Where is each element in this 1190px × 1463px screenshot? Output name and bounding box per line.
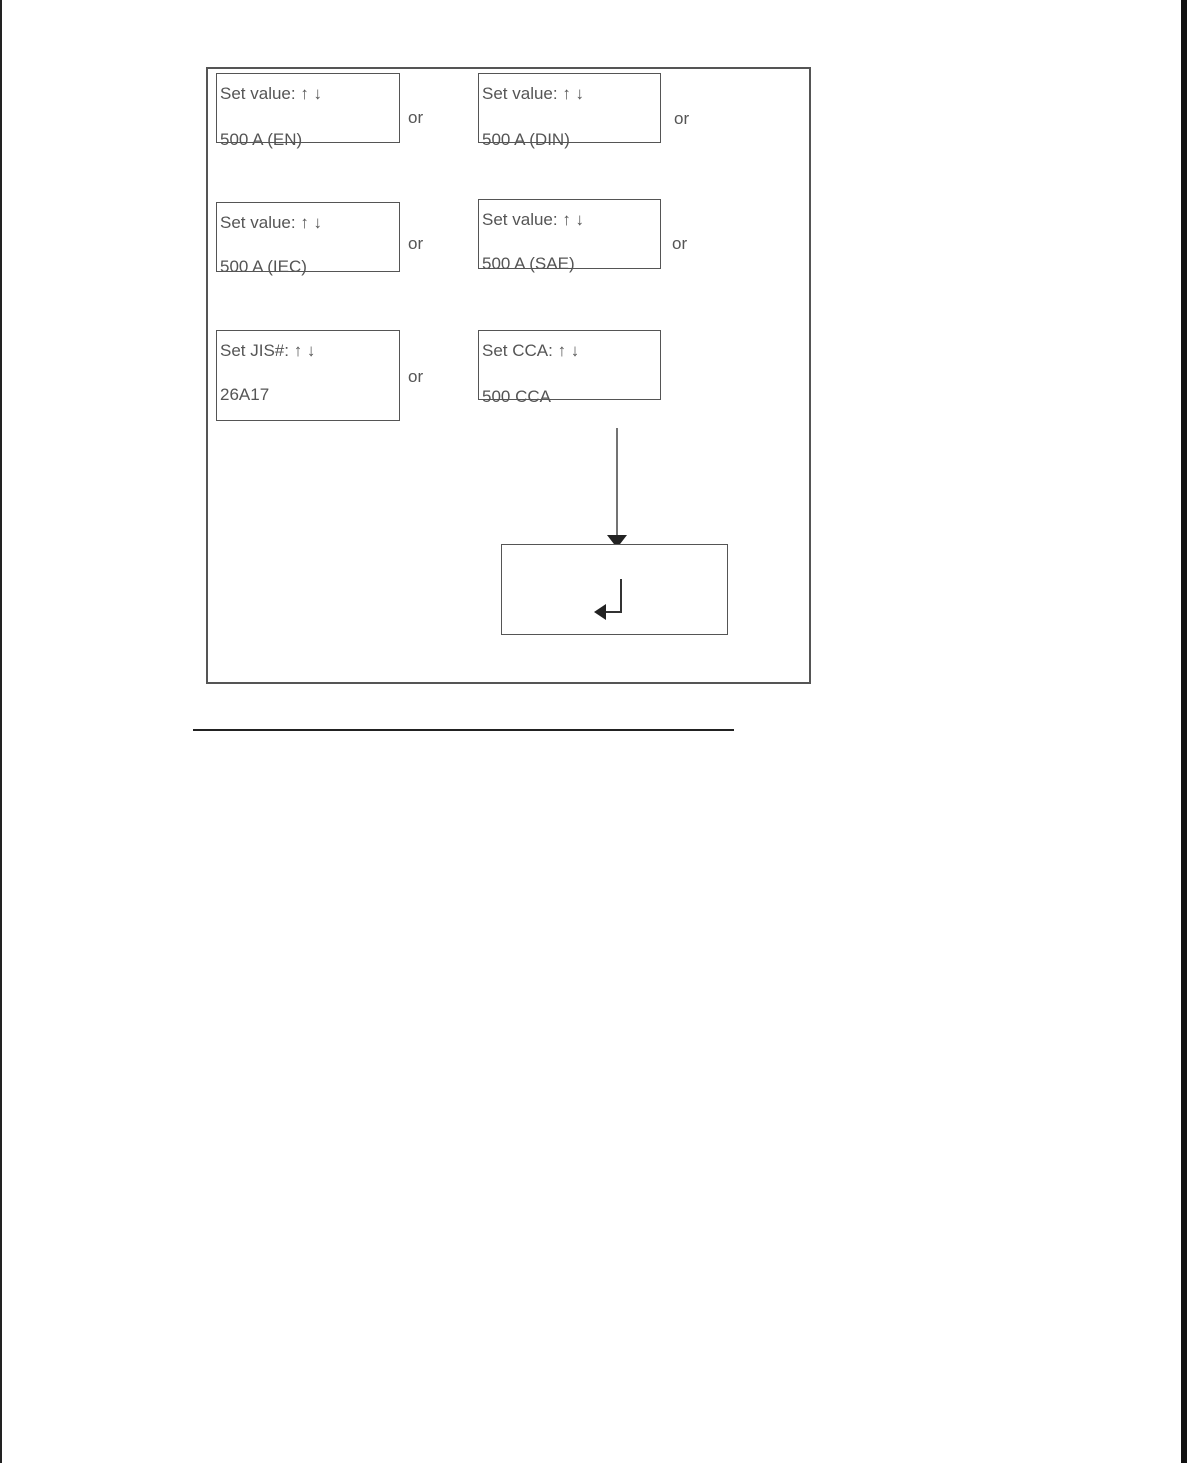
display-jis-line2: 26A17 [220,385,270,404]
or-label-5: or [408,367,424,386]
display-cca-line2: 500 CCA [482,387,551,406]
display-iec-line1: Set value: ↑ ↓ [220,213,323,232]
display-en-line1: Set value: ↑ ↓ [220,84,323,103]
display-cca-line1: Set CCA: ↑ ↓ [482,341,580,360]
display-jis-line1: Set JIS#: ↑ ↓ [220,341,316,360]
or-label-3: or [408,234,424,253]
enter-display [501,544,728,635]
or-label-1: or [408,108,424,127]
display-din-line2: 500 A (DIN) [482,130,570,149]
separator-rule [193,729,734,731]
or-label-2: or [674,109,690,128]
enter-return-icon [502,545,729,636]
or-label-4: or [672,234,688,253]
display-sae-line2: 500 A (SAE) [482,254,575,273]
display-iec-line2: 500 A (IEC) [220,257,307,276]
display-din-line1: Set value: ↑ ↓ [482,84,585,103]
display-en-line2: 500 A (EN) [220,130,303,149]
display-sae-line1: Set value: ↑ ↓ [482,210,585,229]
